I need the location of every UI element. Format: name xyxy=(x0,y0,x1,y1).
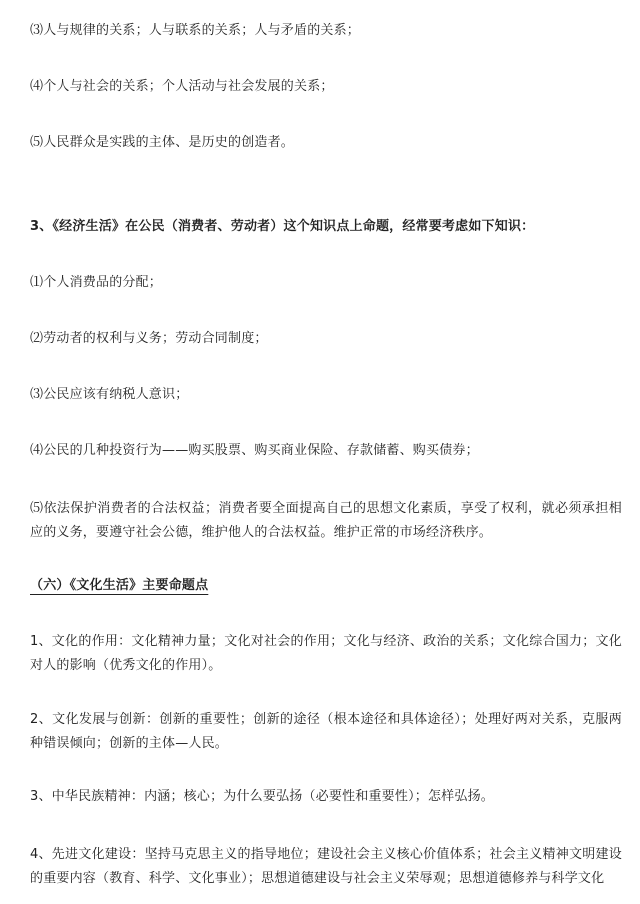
list-item: ⑴个人消费品的分配； xyxy=(30,275,163,290)
list-item: ⑶公民应该有纳税人意识； xyxy=(30,387,189,402)
list-item: 2、文化发展与创新：创新的重要性；创新的途径（根本途径和具体途径）；处理好两对关系，克服两种错误倾向；创新的主体—人民。 xyxy=(30,712,622,751)
list-item: ⑸人民群众是实践的主体、是历史的创造者。 xyxy=(30,135,295,150)
section-heading: 3、《经济生活》在公民（消费者、劳动者）这个知识点上命题，经常要考虑如下知识： xyxy=(30,219,535,234)
list-item: ⑷个人与社会的关系；个人活动与社会发展的关系； xyxy=(30,79,334,94)
section-heading: （六）《文化生活》主要命题点 xyxy=(30,578,209,593)
list-item: ⑷公民的几种投资行为——购买股票、购买商业保险、存款储蓄、购买债券； xyxy=(30,443,479,458)
list-item: 3、中华民族精神：内涵；核心；为什么要弘扬（必要性和重要性）；怎样弘扬。 xyxy=(30,789,494,804)
list-item: ⑶人与规律的关系；人与联系的关系；人与矛盾的关系； xyxy=(30,23,361,38)
list-item: 4、先进文化建设：坚持马克思主义的指导地位；建设社会主义核心价值体系；社会主义精神文明建设的重要内容（教育、科学、文化事业）；思想道德建设与社会主义荣辱观；思想道德修养与科学文化 xyxy=(30,847,622,886)
list-item: 1、文化的作用：文化精神力量；文化对社会的作用；文化与经济、政治的关系；文化综合国力；文化对人的影响（优秀文化的作用）。 xyxy=(30,634,622,673)
list-item: ⑸依法保护消费者的合法权益；消费者要全面提高自己的思想文化素质，享受了权利，就必须承担相应的义务，要遵守社会公德，维护他人的合法权益。维护正常的市场经济秩序。 xyxy=(30,501,622,540)
list-item: ⑵劳动者的权利与义务；劳动合同制度； xyxy=(30,331,268,346)
